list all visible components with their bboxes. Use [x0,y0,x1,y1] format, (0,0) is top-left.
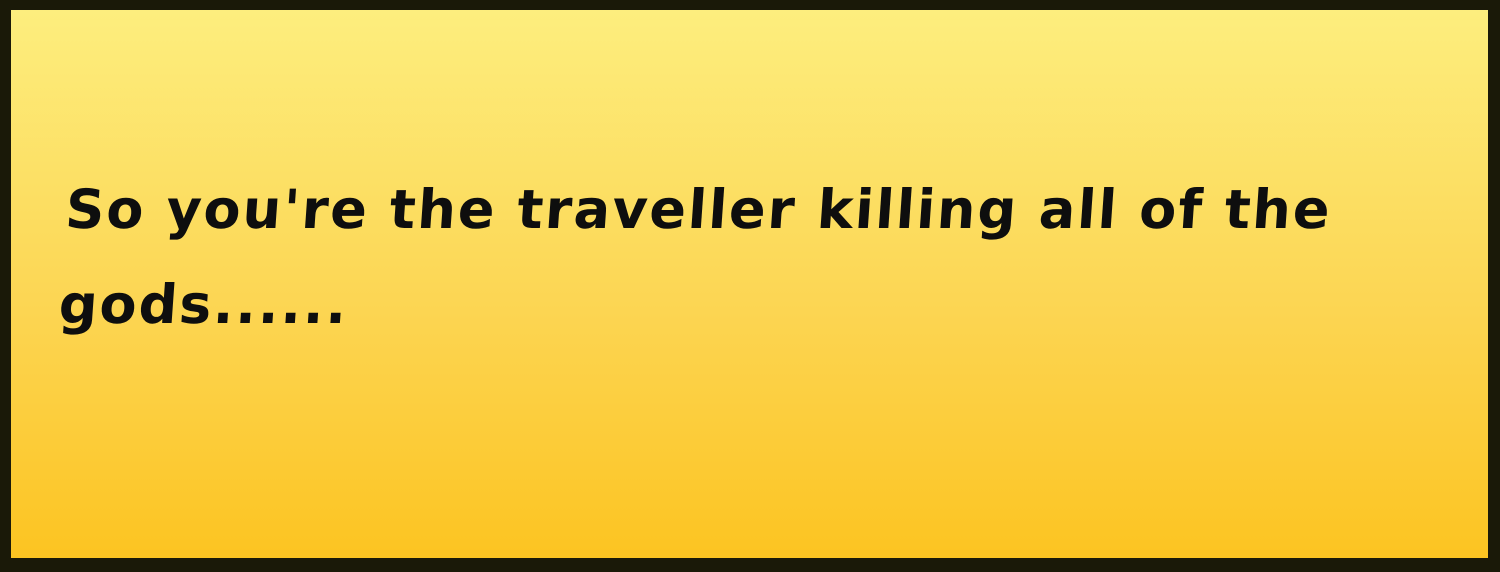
dialogue-box[interactable] [11,10,1488,558]
dialogue-text: So you're the traveller killing all of the gods...... [56,178,1334,336]
